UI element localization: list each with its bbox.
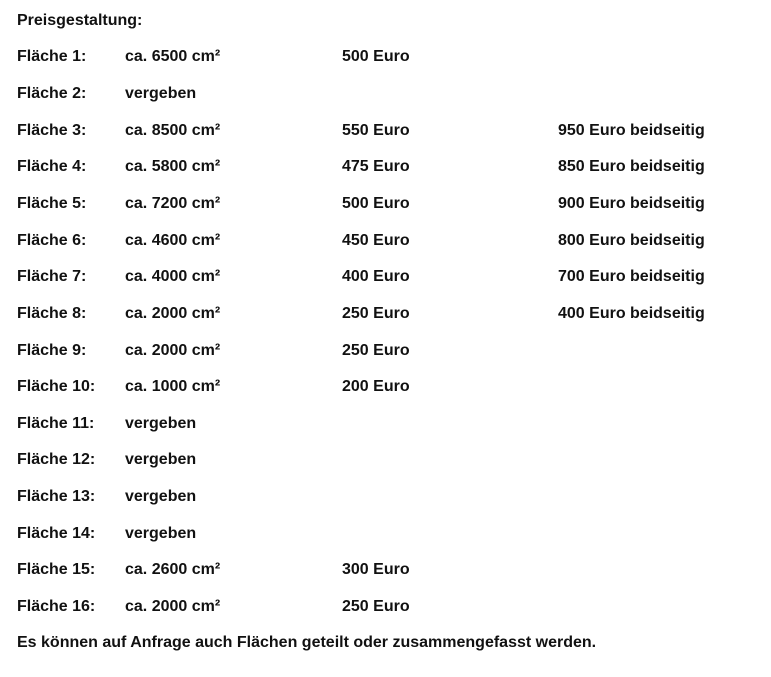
price-row	[0, 597, 771, 617]
area-size: ca. 2000 cm²	[125, 305, 221, 322]
price-row	[0, 414, 771, 434]
area-price: 550 Euro	[342, 122, 410, 139]
area-price-double: 800 Euro beidseitig	[558, 232, 705, 249]
area-label: Fläche 16:	[17, 598, 96, 615]
area-label: Fläche 10:	[17, 378, 96, 395]
area-price: 250 Euro	[342, 598, 410, 615]
price-row	[0, 194, 771, 214]
price-row	[0, 487, 771, 507]
area-price: 250 Euro	[342, 305, 410, 322]
price-row	[0, 377, 771, 397]
area-size: ca. 2000 cm²	[125, 598, 221, 615]
area-label: Fläche 13:	[17, 488, 96, 505]
price-row	[0, 560, 771, 580]
area-price: 450 Euro	[342, 232, 410, 249]
area-label: Fläche 4:	[17, 158, 87, 175]
area-size: vergeben	[125, 451, 197, 468]
area-size: ca. 4600 cm²	[125, 232, 221, 249]
area-price-double: 850 Euro beidseitig	[558, 158, 705, 175]
area-size: ca. 2000 cm²	[125, 342, 221, 359]
price-row	[0, 450, 771, 470]
price-row	[0, 304, 771, 324]
price-row	[0, 267, 771, 287]
area-price: 300 Euro	[342, 561, 410, 578]
area-size: ca. 6500 cm²	[125, 48, 221, 65]
area-price: 400 Euro	[342, 268, 410, 285]
area-label: Fläche 3:	[17, 122, 87, 139]
area-price-double: 950 Euro beidseitig	[558, 122, 705, 139]
area-label: Fläche 5:	[17, 195, 87, 212]
area-size: ca. 5800 cm²	[125, 158, 221, 175]
page-title: Preisgestaltung:	[17, 12, 143, 29]
area-label: Fläche 15:	[17, 561, 96, 578]
area-size: ca. 4000 cm²	[125, 268, 221, 285]
area-label: Fläche 12:	[17, 451, 96, 468]
area-price-double: 900 Euro beidseitig	[558, 195, 705, 212]
area-label: Fläche 7:	[17, 268, 87, 285]
price-row	[0, 47, 771, 67]
area-size: ca. 2600 cm²	[125, 561, 221, 578]
price-row	[0, 84, 771, 104]
area-size: vergeben	[125, 85, 197, 102]
area-label: Fläche 1:	[17, 48, 87, 65]
area-label: Fläche 11:	[17, 415, 95, 432]
area-price: 500 Euro	[342, 48, 410, 65]
area-price: 475 Euro	[342, 158, 410, 175]
footer-note: Es können auf Anfrage auch Flächen geteilt oder zusammengefasst werden.	[17, 634, 597, 651]
area-size: ca. 1000 cm²	[125, 378, 221, 395]
price-row	[0, 524, 771, 544]
area-size: vergeben	[125, 525, 197, 542]
price-row	[0, 157, 771, 177]
area-label: Fläche 14:	[17, 525, 96, 542]
area-label: Fläche 8:	[17, 305, 87, 322]
area-size: vergeben	[125, 488, 197, 505]
area-size: ca. 7200 cm²	[125, 195, 221, 212]
area-price-double: 400 Euro beidseitig	[558, 305, 705, 322]
area-label: Fläche 9:	[17, 342, 87, 359]
area-label: Fläche 6:	[17, 232, 87, 249]
area-size: vergeben	[125, 415, 197, 432]
area-price: 500 Euro	[342, 195, 410, 212]
area-price: 250 Euro	[342, 342, 410, 359]
area-size: ca. 8500 cm²	[125, 122, 221, 139]
price-row	[0, 341, 771, 361]
area-label: Fläche 2:	[17, 85, 87, 102]
area-price: 200 Euro	[342, 378, 410, 395]
price-row	[0, 231, 771, 251]
area-price-double: 700 Euro beidseitig	[558, 268, 705, 285]
price-row	[0, 121, 771, 141]
